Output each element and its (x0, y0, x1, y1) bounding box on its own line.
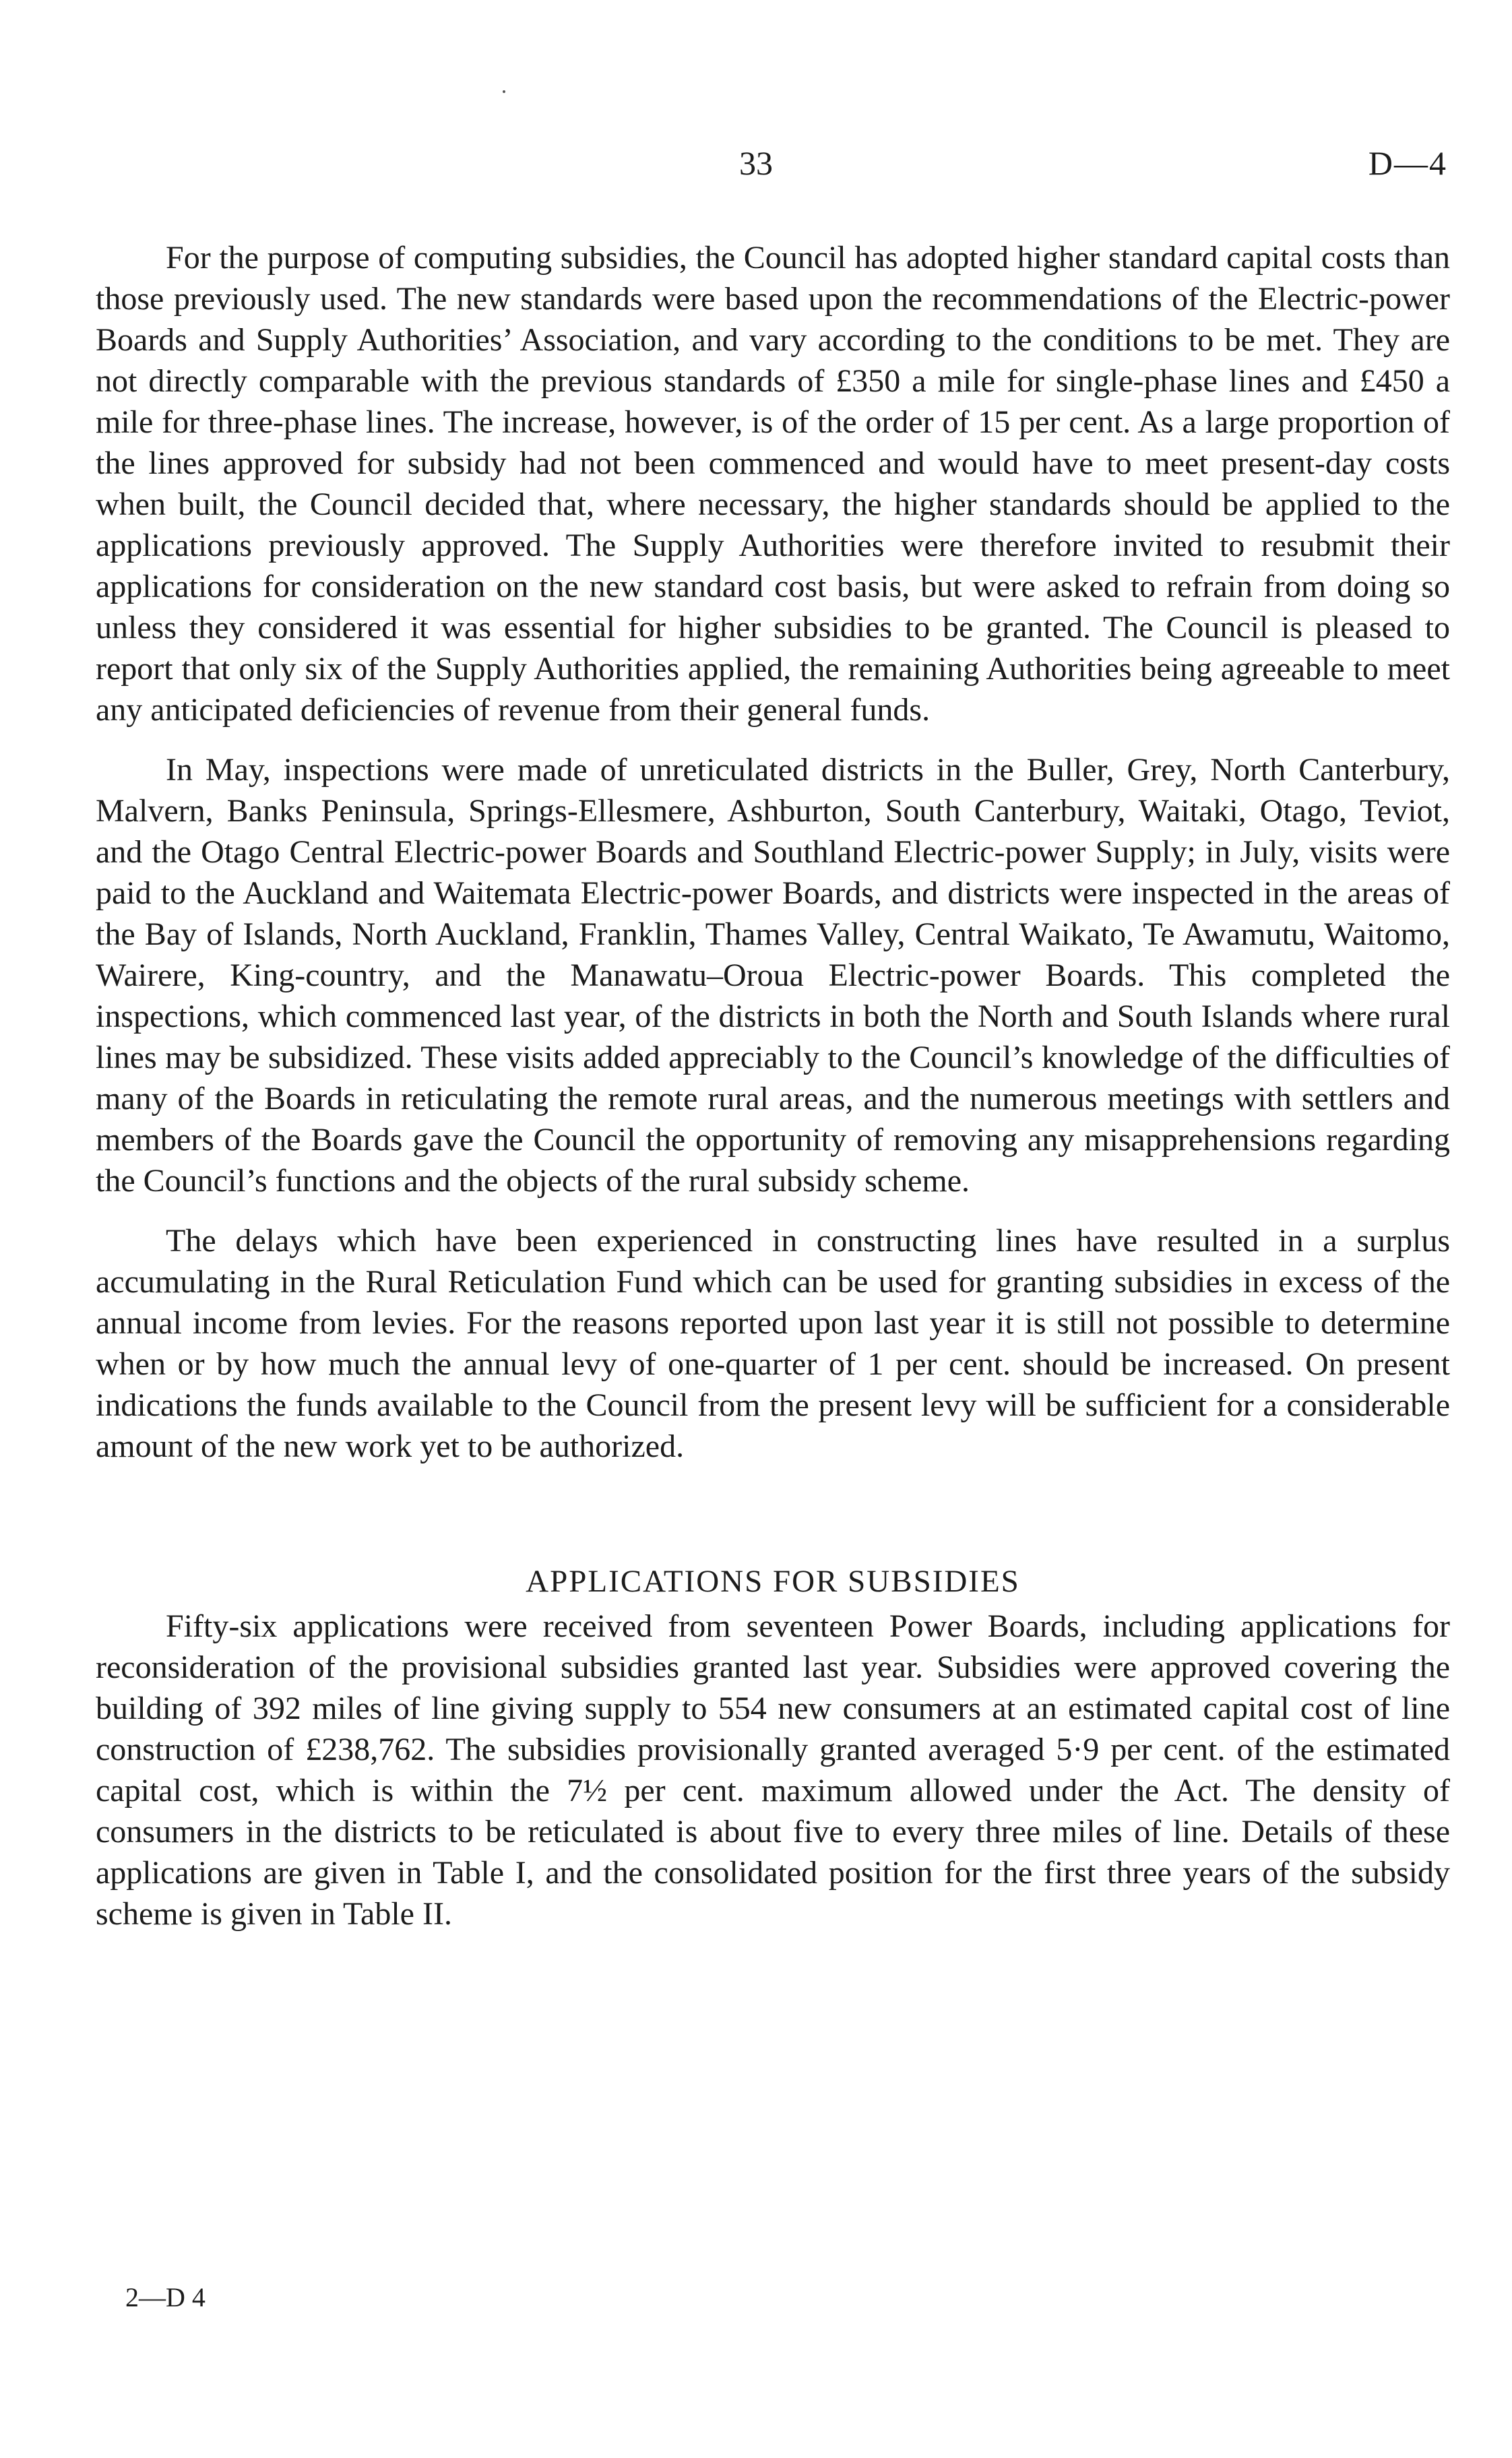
document-reference: D—4 (1368, 144, 1447, 182)
paragraph-standard-costs: For the purpose of computing subsidies, the Council has adopted higher standard capital costs than those previously used. The new standards were based upon the recommendations of the Electric-power Boards and Supply Authorities’ Association, and vary according to the conditions to be met. They are not directly comparable with the previous standards of £350 a mile for single-phase lines and £450 a mile for three-phase lines. The increase, however, is of the order of 15 per cent. As a large proportion of the lines approved for subsidy had not been commenced and would have to meet present-day costs when built, the Council decided that, where necessary, the higher standards should be applied to the applications previously approved. The Supply Authorities were therefore invited to resubmit their applications for consideration on the new standard cost basis, but were asked to refrain from doing so unless they considered it was essential for higher subsidies to be granted. The Council is pleased to report that only six of the Supply Authorities applied, the remaining Authorities being agreeable to meet any anticipated deficiencies of revenue from their general funds. (96, 240, 1450, 728)
paragraph-inspections: In May, inspections were made of unreticulated districts in the Buller, Grey, North Canterbury, Malvern, Banks Peninsula, Springs-Ellesmere, Ashburton, South Canterbury, Waitaki, Otago, Teviot, and the Otago Central Electric-power Boards and Southland Electric-power Supply; in July, visits were paid to the Auckland and Waitemata Electric-power Boards, and districts were inspected in the areas of the Bay of Islands, North Auckland, Franklin, Thames Valley, Central Waikato, Te Awamutu, Waitomo, Wairere, King-country, and the Manawatu–Oroua Electric-power Boards. This completed the inspections, which commenced last year, of the districts in both the North and South Islands where rural lines may be subsidized. These visits added appreciably to the Council’s knowledge of the difficulties of many of the Boards in reticulating the remote rural areas, and the numerous meetings with settlers and members of the Boards gave the Council the opportunity of removing any misapprehensions regarding the Council’s functions and the objects of the rural subsidy scheme. (96, 752, 1450, 1199)
scan-speck (503, 90, 505, 93)
body-text (96, 237, 1450, 1934)
page-number: 33 (739, 144, 773, 182)
footer-signature-mark: 2—D 4 (125, 2282, 206, 2312)
paragraph-applications: Fifty-six applications were received from seventeen Power Boards, including applications for reconsideration of the provisional subsidies granted last year. Subsidies were approved covering the building of 392 miles of line giving supply to 554 new consumers at an estimated capital cost of line construction of £238,762. The subsidies provisionally granted averaged 5·9 per cent. of the estimated capital cost, which is within the 7½ per cent. maximum allowed under the Act. The density of consumers in the districts to be reticulated is about five to every three miles of line. Details of these applications are given in Table I, and the consolidated position for the first three years of the subsidy scheme is given in Table II. (96, 1608, 1450, 1932)
section-heading: APPLICATIONS FOR SUBSIDIES (526, 1564, 1020, 1599)
paragraph-rural-fund: The delays which have been experienced in constructing lines have resulted in a surplus accumulating in the Rural Reticulation Fund which can be used for granting subsidies in excess of the annual income from levies. For the reasons reported upon last year it is still not possible to determine when or by how much the annual levy of one-quarter of 1 per cent. should be increased. On present indications the funds available to the Council from the present levy will be sufficient for a considerable amount of the new work yet to be authorized. (96, 1223, 1450, 1464)
